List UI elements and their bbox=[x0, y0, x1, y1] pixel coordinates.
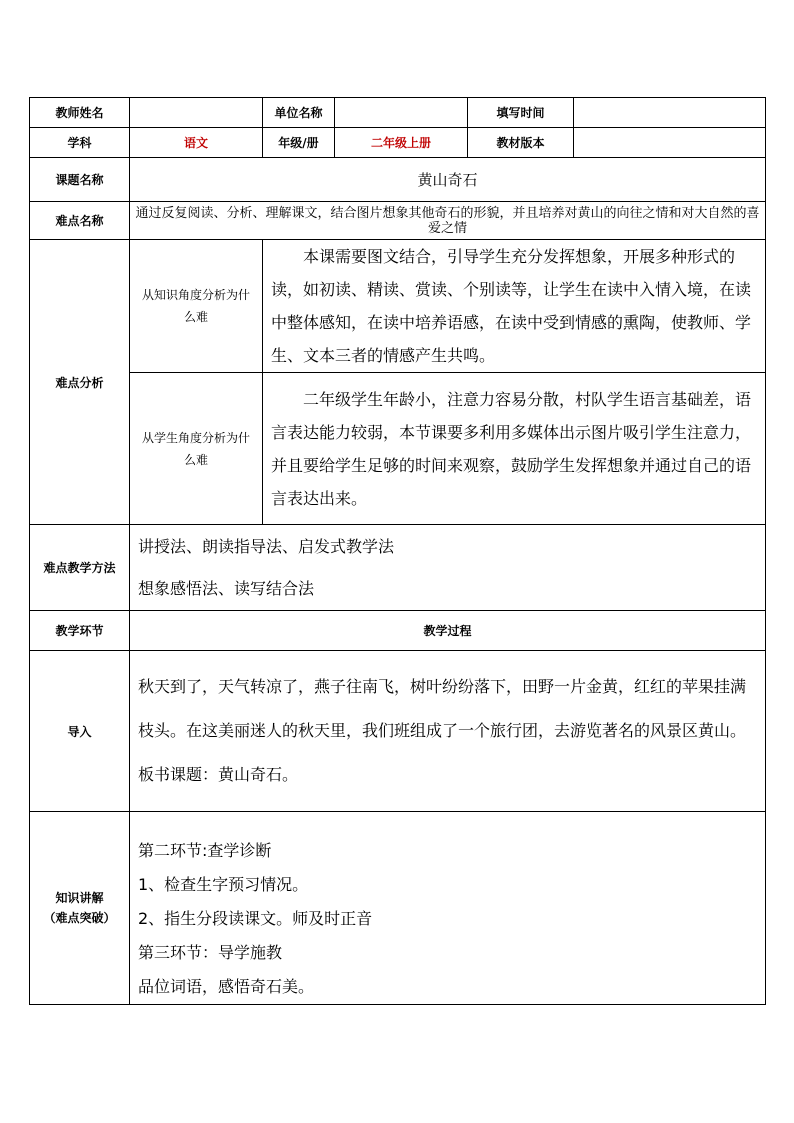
methods-line-1: 讲授法、朗读指导法、启发式教学法 bbox=[138, 536, 395, 556]
process-header-row bbox=[30, 611, 766, 651]
header-row-1 bbox=[30, 98, 766, 128]
knowledge-content bbox=[130, 812, 766, 1005]
stage-header: 教学环节 bbox=[30, 611, 130, 651]
fill-time-label: 填写时间 bbox=[468, 98, 574, 128]
intro-label: 导入 bbox=[30, 651, 130, 812]
analysis-label: 难点分析 bbox=[30, 240, 130, 525]
knowledge-line: 1、检查生字预习情况。 bbox=[138, 875, 309, 894]
subject-value: 语文 bbox=[130, 128, 263, 158]
knowledge-angle-label: 从知识角度分析为什么难 bbox=[130, 240, 263, 373]
knowledge-line: 第三环节：导学施教 bbox=[138, 943, 283, 962]
lesson-title-label: 课题名称 bbox=[30, 158, 130, 202]
knowledge-label: 知识讲解 bbox=[55, 891, 104, 905]
knowledge-line: 第二环节:查学诊断 bbox=[138, 841, 272, 860]
lesson-title-value: 黄山奇石 bbox=[130, 158, 766, 202]
knowledge-line: 品位词语，感悟奇石美。 bbox=[138, 977, 315, 996]
teacher-name-value[interactable] bbox=[130, 98, 263, 128]
methods-row bbox=[30, 525, 766, 611]
knowledge-label-cell bbox=[30, 812, 130, 1005]
fill-time-value[interactable] bbox=[574, 98, 766, 128]
student-angle-label: 从学生角度分析为什么难 bbox=[130, 373, 263, 525]
analysis-knowledge-row bbox=[30, 240, 766, 373]
process-header: 教学过程 bbox=[130, 611, 766, 651]
methods-line-2: 想象感悟法、读写结合法 bbox=[138, 578, 315, 598]
methods-label: 难点教学方法 bbox=[30, 525, 130, 611]
difficulty-value: 通过反复阅读、分析、理解课文，结合图片想象其他奇石的形貌，并且培养对黄山的向往之情和对大自然的喜爱之情 bbox=[130, 202, 766, 240]
analysis-student-row bbox=[30, 373, 766, 525]
knowledge-line: 2、指生分段读课文。师及时正音 bbox=[138, 909, 373, 928]
header-row-2 bbox=[30, 128, 766, 158]
student-angle-text: 二年级学生年龄小，注意力容易分散，村队学生语言基础差，语言表达能力较弱，本节课要多利用多媒体出示图片吸引学生注意力，并且要给学生足够的时间来观察，鼓励学生发挥想象并通过自己的语言表达出来。 bbox=[263, 373, 766, 525]
intro-text: 秋天到了，天气转凉了，燕子往南飞，树叶纷纷落下，田野一片金黄，红红的苹果挂满枝头。在这美丽迷人的秋天里，我们班组成了一个旅行团，去游览著名的风景区黄山。板书课题：黄山奇石。 bbox=[130, 651, 766, 812]
unit-name-label: 单位名称 bbox=[263, 98, 335, 128]
knowledge-angle-text: 本课需要图文结合，引导学生充分发挥想象，开展多种形式的读，如初读、精读、赏读、个别读等，让学生在读中入情入境，在读中整体感知，在读中培养语感，在读中受到情感的熏陶，使教师、学生、文本三者的情感产生共鸣。 bbox=[263, 240, 766, 373]
subject-label: 学科 bbox=[30, 128, 130, 158]
unit-name-value[interactable] bbox=[335, 98, 468, 128]
knowledge-label-sub: （难点突破） bbox=[43, 911, 116, 925]
difficulty-row bbox=[30, 202, 766, 240]
knowledge-row bbox=[30, 812, 766, 1005]
methods-content bbox=[130, 525, 766, 611]
grade-value: 二年级上册 bbox=[335, 128, 468, 158]
lesson-title-row bbox=[30, 158, 766, 202]
difficulty-label: 难点名称 bbox=[30, 202, 130, 240]
grade-label: 年级/册 bbox=[263, 128, 335, 158]
teacher-name-label: 教师姓名 bbox=[30, 98, 130, 128]
intro-row bbox=[30, 651, 766, 812]
edition-label: 教材版本 bbox=[468, 128, 574, 158]
edition-value[interactable] bbox=[574, 128, 766, 158]
lesson-plan-table bbox=[29, 97, 766, 1005]
